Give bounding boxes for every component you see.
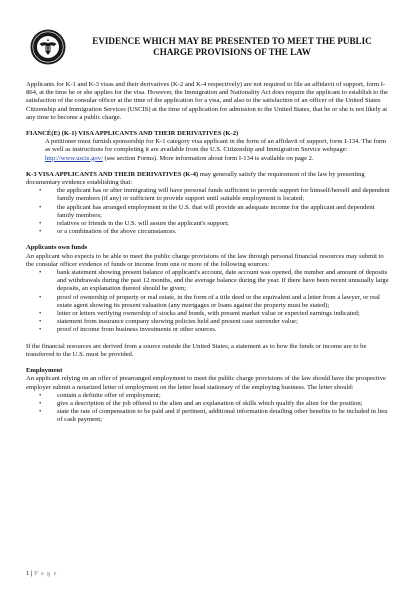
k1-paragraph [45, 138, 390, 163]
page-footer [26, 570, 57, 577]
page-number: 1 [26, 570, 30, 577]
intro-paragraph: Applicants for K-1 and K-3 visas and their derivatives (K-2 and K-4 respectively) are not required to file an affidavit of support, form I-864, at the time he or she applies for the visa. However, the Immigration and Nationality Act does require the applicant to establish to the satisfaction of the consular officer at the time of the application for a visa, and also to the satisfaction of an officer of the United States Citizenship and Immigration Services (USCIS) at the time of application for admission to the United States, that he or she is not likely at any time to become a public charge. [26, 81, 389, 121]
title-line-2: CHARGE PROVISIONS OF THE LAW [153, 47, 311, 57]
k1-text-after-link: (see section Forms). More information about form I-134 is available on page 2. [102, 154, 314, 162]
list-item: • the applicant has or after immigrating will have personal funds sufficient to provide support for himself/herself and dependent family members (if any) or sufficient to provide support until suitable employment is located; [26, 187, 390, 203]
list-item: • proof of ownership of property or real estate, in the form of a title deed or the equivalent and a letter from a lawyer, or real estate agent showing its present valuation (any mortgages or loans against the property must be stated); [26, 294, 390, 310]
page-title [82, 36, 382, 58]
employment-paragraph: An applicant relying on an offer of prearranged employment to meet the public charge provisions of the law should have the prospective employer submit a notarized letter of employment on the letter head stationary of the employing business. The letter should: [26, 375, 386, 391]
uscis-link[interactable]: http://www.uscis.gov/ [45, 154, 103, 162]
k3-bullet-list [26, 187, 390, 236]
k1-text: A petitioner must furnish sponsorship for K-1 category visa applicant in the form of an affidavit of support, form I-134. The form as well as instructions for completing it are available from the U.S. Citizenship and Immigration Service webpage: [45, 138, 387, 154]
employment-bullet-list [26, 392, 390, 425]
k3-heading: K-3 VISA APPLICANTS AND THEIR DERIVATIVES (K-4) [26, 170, 199, 178]
k1-heading: FIANCÉ(E) (K-1) VISA APPLICANTS AND THEIR DERIVATIVES (K-2) [26, 130, 239, 138]
list-item: • contain a definite offer of employment; [26, 392, 390, 400]
page-label: P a g e [34, 570, 58, 577]
list-item: • give a description of the job offered to the alien and an explanation of skills which qualify the alien for the position; [26, 400, 390, 408]
employment-heading: Employment [26, 367, 63, 375]
list-item: • relatives or friends in the U.S. will assure the applicant's support; [26, 220, 390, 228]
own-funds-paragraph: An applicant who expects to be able to meet the public charge provisions of the law through personal financial resources may submit to the consular officer evidence of funds or income from one or more of the following sources: [26, 252, 384, 268]
list-item: • proof of income from business investments or other sources. [26, 326, 390, 334]
list-item: • bank statement showing present balance of applicant's account, date account was opened, the number and amount of deposits and withdrawals during the past 12 months, and the average balance during the year. If there have been recent unusually large deposits, an explanation thereof should be given; [26, 269, 390, 294]
k3-text: may generally satisfy the requirement of the law by presenting documentary evidence establishing that: [26, 170, 365, 187]
list-item: • letter or letters verifying ownership of stocks and bonds, with present market value or expected earnings indicated; [26, 310, 390, 318]
list-item: • state the rate of compensation to be paid and if pertinent, additional information detailing other benefits to be included in lieu of cash payment; [26, 408, 390, 424]
title-line-1: EVIDENCE WHICH MAY BE PRESENTED TO MEET THE PUBLIC [92, 36, 372, 46]
own-funds-closing: If the financial resources are derived from a source outside the United States, a statement as to how the funds or income are to be transferred to the U.S. must be provided. [26, 342, 367, 358]
footer-separator: | [30, 570, 33, 577]
list-item: • the applicant has arranged employment in the U.S. that will provide an adequate income for the applicant and dependent family members; [26, 204, 390, 220]
k3-paragraph [26, 171, 390, 187]
own-funds-heading: Applicants own funds [26, 244, 88, 252]
own-funds-bullet-list [26, 269, 390, 335]
list-item: • statement from insurance company showing policies held and present case surrender value; [26, 318, 390, 326]
great-seal-icon [30, 29, 66, 65]
document-body [26, 81, 390, 433]
list-item: • or a combination of the above circumstances. [26, 228, 390, 236]
